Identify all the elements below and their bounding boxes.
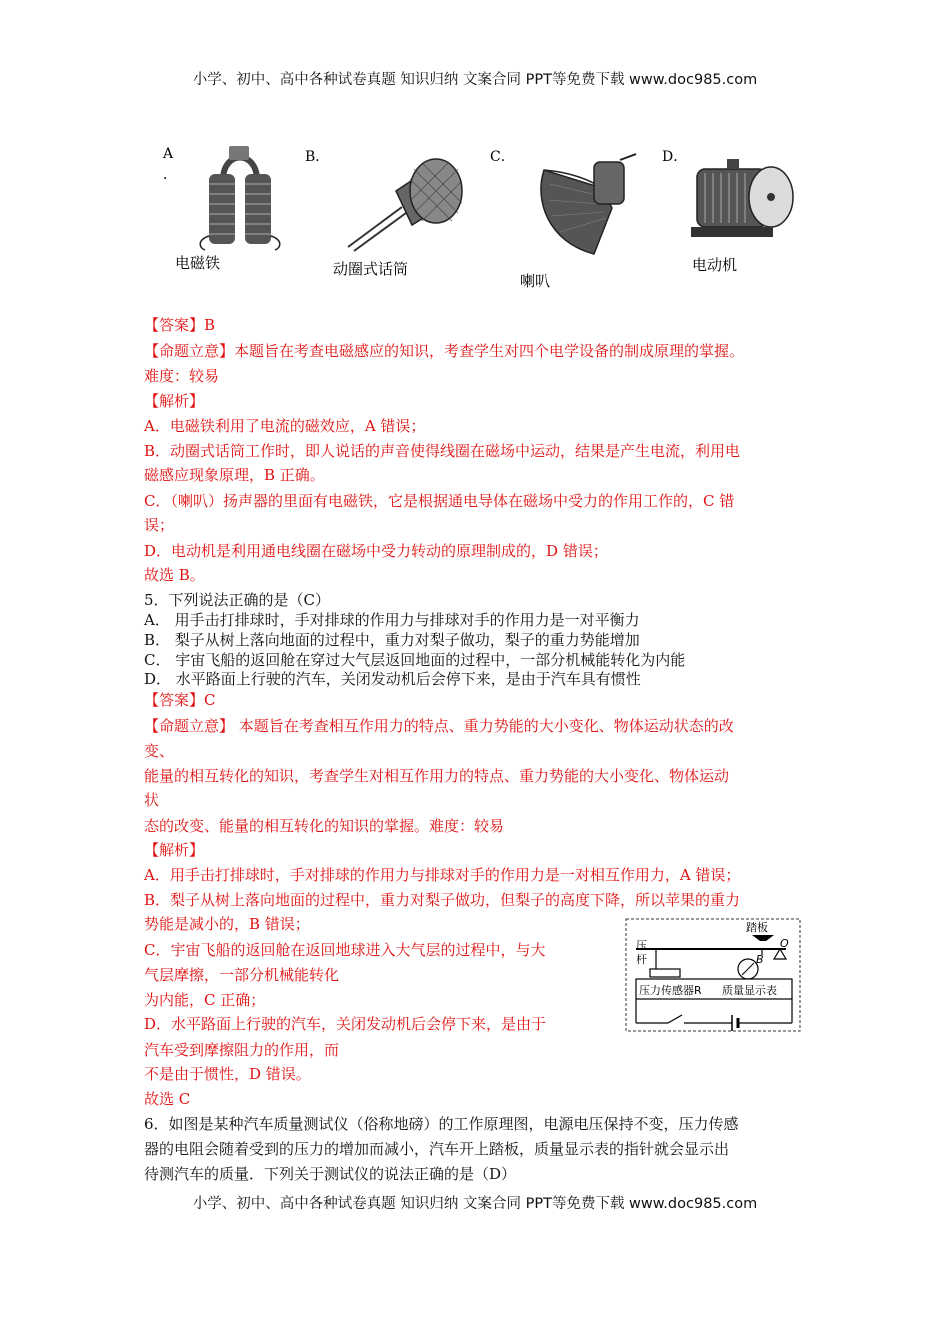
q5-analysis-b-line1: B．梨子从树上落向地面的过程中，重力对梨子做功，但梨子的高度下降，所以苹果的重力 (144, 891, 741, 909)
q5-intent-line3: 能量的相互转化的知识，考查学生对相互作用力的特点、重力势能的大小变化、物体运动 (144, 767, 730, 785)
figure-b-letter: B． (305, 149, 330, 165)
lever-label-line1: 压 (636, 939, 647, 952)
q5-option-b: B． 梨子从树上落向地面的过程中，重力对梨子做功，梨子的重力势能增加 (144, 631, 640, 649)
pedal-label: 踏板 (746, 921, 768, 934)
q4-analysis-b-line1: B．动圈式话筒工作时，即人说话的声音使得线圈在磁场中运动，结果是产生电流，利用电 (144, 442, 741, 460)
q5-intent-line1: 【命题立意】 本题旨在考查相互作用力的特点、重力势能的大小变化、物体运动状态的改 (144, 717, 734, 735)
q5-option-d: D． 水平路面上行驶的汽车，关闭发动机后会停下来，是由于汽车具有惯性 (144, 670, 641, 688)
q6-stem-line1: 6．如图是某种汽车质量测试仪（俗称地磅）的工作原理图，电源电压保持不变，压力传感 (144, 1115, 739, 1133)
q5-analysis-d-line3: 不是由于惯性，D 错误。 (144, 1065, 311, 1083)
q5-intent-line2: 变、 (144, 742, 175, 760)
q5-option-c: C． 宇宙飞船的返回舱在穿过大气层返回地面的过程中，一部分机械能转化为内能 (144, 651, 686, 669)
truck-scale-circuit-diagram (624, 915, 802, 1035)
figure-d-letter: D． (662, 149, 688, 165)
q5-option-a: A． 用手击打排球时，手对排球的作用力与排球对手的作用力是一对平衡力 (144, 611, 640, 629)
q5-analysis-c-line2: 气层摩擦，一部分机械能转化 (144, 966, 340, 984)
pivot-triangle (774, 949, 786, 959)
electric-motor-image (685, 155, 800, 245)
switch (668, 1015, 682, 1023)
dashed-frame (626, 919, 800, 1031)
q5-analysis-d-line1: D．水平路面上行驶的汽车，关闭发动机后会停下来，是由于 (144, 1015, 547, 1033)
q4-analysis-b-line2: 磁感应现象原理，B 正确。 (144, 466, 325, 484)
q5-stem: 5．下列说法正确的是（C） (144, 591, 331, 609)
q5-conclusion: 故选 C (144, 1090, 191, 1108)
figure-a-caption: 电磁铁 (175, 254, 221, 272)
figure-a-letter: A (163, 146, 174, 162)
microphone-image (340, 155, 470, 255)
q5-analysis-label: 【解析】 (144, 841, 205, 859)
sensor-plate (650, 969, 680, 977)
q5-analysis-d-line2: 汽车受到摩擦阻力的作用，而 (144, 1041, 340, 1059)
electromagnet-image (195, 140, 285, 252)
q4-analysis-a: A．电磁铁利用了电流的磁效应，A 错误； (144, 417, 426, 435)
point-b-label: B (756, 953, 764, 966)
q4-analysis-c-line2: 误； (144, 516, 175, 534)
q5-analysis-a: A．用手击打排球时，手对排球的作用力与排球对手的作用力是一对相互作用力，A 错误； (144, 866, 741, 884)
pivot-o-label: O (780, 937, 789, 950)
q4-analysis-d: D．电动机是利用通电线圈在磁场中受力转动的原理制成的，D 错误； (144, 542, 608, 560)
q4-analysis-c-line1: C．（喇叭）扬声器的里面有电磁铁，它是根据通电导体在磁场中受力的作用工作的，C 错 (144, 492, 735, 510)
q5-answer: 【答案】C (144, 691, 216, 709)
q4-analysis-label: 【解析】 (144, 392, 205, 410)
q5-analysis-c-line3: 为内能，C 正确； (144, 991, 266, 1009)
meter-label: 质量显示表 (722, 984, 777, 997)
q5-intent-line4: 状 (144, 791, 160, 809)
page-header: 小学、初中、高中各种试卷真题 知识归纳 文案合同 PPT等免费下载 www.doc985.com (192, 72, 758, 88)
lever-label-line2: 杆 (636, 953, 647, 966)
q5-intent-line5: 态的改变、能量的相互转化的知识的掌握。难度：较易 (144, 817, 505, 835)
figure-a-dot: ． (163, 167, 177, 183)
q5-analysis-c-line1: C．宇宙飞船的返回舱在返回地球进入大气层的过程中，与大 (144, 941, 546, 959)
figure-d-caption: 电动机 (692, 256, 738, 274)
q4-conclusion: 故选 B。 (144, 566, 205, 584)
figure-c-letter: C． (490, 149, 515, 165)
q4-answer: 【答案】B (144, 316, 216, 334)
page-footer: 小学、初中、高中各种试卷真题 知识归纳 文案合同 PPT等免费下载 www.doc985.com (192, 1196, 758, 1212)
q5-analysis-b-line2: 势能是减小的，B 错误； (144, 915, 310, 933)
figure-c-caption: 喇叭 (520, 272, 551, 290)
q6-stem-line3: 待测汽车的质量．下列关于测试仪的说法正确的是（D） (144, 1165, 517, 1183)
loudspeaker-image (530, 150, 640, 260)
figure-b-caption: 动圈式话筒 (333, 260, 409, 278)
q6-stem-line2: 器的电阻会随着受到的压力的增加而减小，汽车开上踏板，质量显示表的指针就会显示出 (144, 1140, 730, 1158)
q4-intent: 【命题立意】本题旨在考查电磁感应的知识，考查学生对四个电学设备的制成原理的掌握。 (144, 342, 745, 360)
q4-difficulty: 难度：较易 (144, 367, 220, 385)
sensor-label: 压力传感器R (639, 984, 702, 997)
